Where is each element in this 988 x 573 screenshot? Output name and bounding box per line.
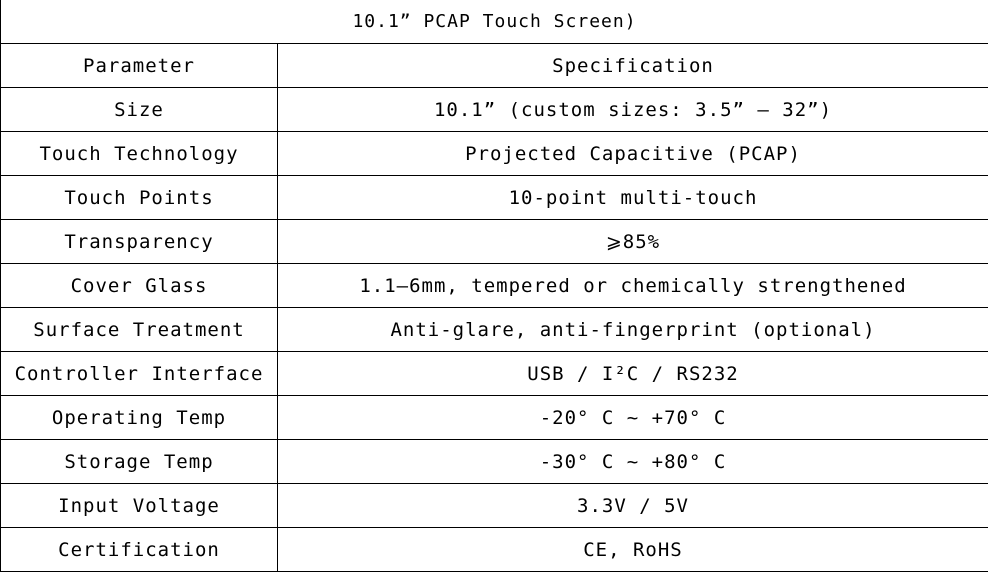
title-row — [1, 0, 988, 44]
specification-cell: USB / I²C / RS232 — [278, 352, 988, 396]
specification-cell: Projected Capacitive (PCAP) — [278, 132, 988, 176]
specification-cell: 10.1” (custom sizes: 3.5” – 32”) — [278, 88, 988, 132]
table-row — [1, 220, 988, 264]
table-row — [1, 88, 988, 132]
table-row — [1, 528, 988, 572]
parameter-cell: Surface Treatment — [1, 308, 278, 352]
table-row — [1, 264, 988, 308]
parameter-cell: Transparency — [1, 220, 278, 264]
table-row — [1, 484, 988, 528]
parameter-cell: Touch Points — [1, 176, 278, 220]
parameter-cell: Certification — [1, 528, 278, 572]
parameter-cell: Cover Glass — [1, 264, 278, 308]
parameter-cell: Size — [1, 88, 278, 132]
specification-cell: 3.3V / 5V — [278, 484, 988, 528]
specification-cell: -30° C ~ +80° C — [278, 440, 988, 484]
parameter-cell: Touch Technology — [1, 132, 278, 176]
parameter-cell: Input Voltage — [1, 484, 278, 528]
table-row — [1, 308, 988, 352]
table-row — [1, 440, 988, 484]
table-row — [1, 176, 988, 220]
table-row — [1, 396, 988, 440]
specification-cell: CE, RoHS — [278, 528, 988, 572]
header-specification: Specification — [278, 44, 988, 88]
parameter-cell: Storage Temp — [1, 440, 278, 484]
specification-cell: ⩾85% — [278, 220, 988, 264]
specification-cell: 10-point multi-touch — [278, 176, 988, 220]
specification-cell: 1.1–6mm, tempered or chemically strengthened — [278, 264, 988, 308]
table-title: 10.1” PCAP Touch Screen) — [1, 0, 988, 44]
table-row — [1, 352, 988, 396]
parameter-cell: Controller Interface — [1, 352, 278, 396]
header-parameter: Parameter — [1, 44, 278, 88]
parameter-cell: Operating Temp — [1, 396, 278, 440]
specification-cell: Anti-glare, anti-fingerprint (optional) — [278, 308, 988, 352]
table-row — [1, 132, 988, 176]
specification-cell: -20° C ~ +70° C — [278, 396, 988, 440]
header-row — [1, 44, 988, 88]
